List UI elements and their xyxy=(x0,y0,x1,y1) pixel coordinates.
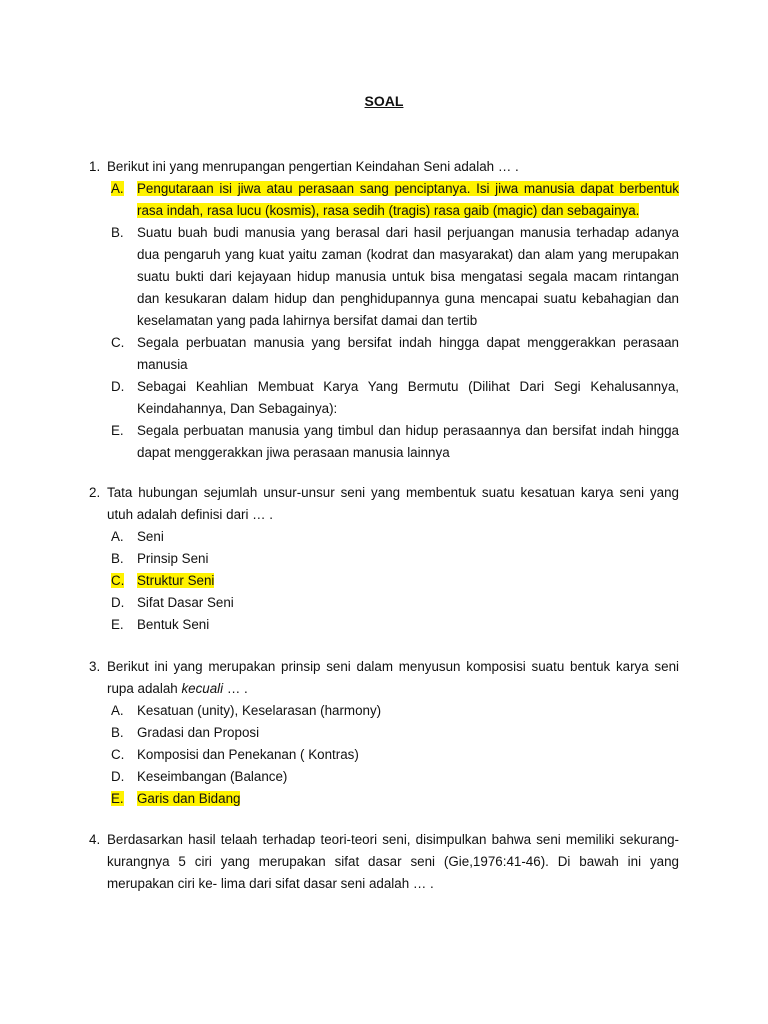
option-letter: D. xyxy=(111,379,125,394)
option-text: Prinsip Seni xyxy=(137,551,209,566)
question-stem-italic: kecuali xyxy=(181,681,224,696)
option-c xyxy=(89,744,679,766)
option-a-answer xyxy=(89,178,679,222)
option-letter: C. xyxy=(111,335,125,350)
option-a xyxy=(89,700,679,722)
question-number: 4. xyxy=(89,832,101,847)
option-e xyxy=(89,614,679,636)
option-c xyxy=(89,332,679,376)
option-letter: A. xyxy=(111,529,124,544)
question-4 xyxy=(89,829,679,895)
option-text: Komposisi dan Penekanan ( Kontras) xyxy=(137,747,359,762)
option-letter: D. xyxy=(111,595,125,610)
page-title: SOAL xyxy=(364,93,404,109)
option-a xyxy=(89,526,679,548)
option-list xyxy=(89,526,679,636)
option-letter: A. xyxy=(111,703,124,718)
option-e xyxy=(89,420,679,464)
option-letter: C. xyxy=(111,573,125,588)
option-text: Bentuk Seni xyxy=(137,617,210,632)
option-letter: E. xyxy=(111,617,124,632)
option-text: Sifat Dasar Seni xyxy=(137,595,234,610)
option-e-answer xyxy=(89,788,679,810)
question-number: 2. xyxy=(89,485,101,500)
option-text: Seni xyxy=(137,529,164,544)
option-text: Sebagai Keahlian Membuat Karya Yang Bermutu (Dilihat Dari Segi Kehalusannya, Keindahannya, Dan Sebagainya): xyxy=(137,379,679,416)
option-letter: B. xyxy=(111,725,124,740)
question-1 xyxy=(89,156,679,464)
option-b xyxy=(89,548,679,570)
question-2 xyxy=(89,482,679,636)
option-text-highlighted: Struktur Seni xyxy=(137,573,215,588)
option-d xyxy=(89,592,679,614)
option-letter: D. xyxy=(111,769,125,784)
question-stem-suffix: … . xyxy=(223,681,248,696)
option-letter: B. xyxy=(111,225,124,240)
option-text: Keseimbangan (Balance) xyxy=(137,769,288,784)
option-b xyxy=(89,222,679,332)
question-stem: Berikut ini yang menrupangan pengertian Keindahan Seni adalah … . xyxy=(107,159,519,174)
option-c-answer xyxy=(89,570,679,592)
question-stem-prefix: Berikut ini yang merupakan prinsip seni dalam menyusun komposisi suatu bentuk karya seni rupa adalah xyxy=(107,659,679,696)
option-d xyxy=(89,376,679,420)
option-letter: B. xyxy=(111,551,124,566)
option-text-highlighted: Garis dan Bidang xyxy=(137,791,241,806)
option-list xyxy=(89,178,679,464)
option-letter: E. xyxy=(111,423,124,438)
option-text: Segala perbuatan manusia yang timbul dan hidup perasaannya dan bersifat indah hingga dapat menggerakkan jiwa perasaan manusia lainnya xyxy=(137,423,679,460)
option-text: Kesatuan (unity), Keselarasan (harmony) xyxy=(137,703,382,718)
option-letter: C. xyxy=(111,747,125,762)
question-3 xyxy=(89,656,679,810)
question-stem: Berdasarkan hasil telaah terhadap teori-teori seni, disimpulkan bahwa seni memiliki sekurang-kurangnya 5 ciri yang merupakan sifat dasar seni (Gie,1976:41-46). Di bawah ini yang merupakan ciri ke- lima dari sifat dasar seni adalah … . xyxy=(107,832,679,891)
option-letter: A. xyxy=(111,181,124,196)
option-letter: E. xyxy=(111,791,124,806)
option-text: Gradasi dan Proposi xyxy=(137,725,260,740)
question-stem xyxy=(107,656,679,700)
question-number: 3. xyxy=(89,659,101,674)
option-text-highlighted: Pengutaraan isi jiwa atau perasaan sang penciptanya. Isi jiwa manusia dapat berbentuk rasa indah, rasa lucu (kosmis), rasa sedih (tragis) rasa gaib (magic) dan sebagainya. xyxy=(137,181,679,218)
option-list xyxy=(89,700,679,810)
option-text: Segala perbuatan manusia yang bersifat indah hingga dapat menggerakkan perasaan manusia xyxy=(137,335,679,372)
option-text: Suatu buah budi manusia yang berasal dari hasil perjuangan manusia terhadap adanya dua pengaruh yang kuat yaitu zaman (kodrat dan masyarakat) dan alam yang merupakan suatu bukti dari kejayaan hidup manusia untuk bisa mengatasi segala macam rintangan dan kesukaran dalam hidup dan penghidupannya guna mencapai suatu kebahagian dan keselamatan yang pada lahirnya bersifat damai dan tertib xyxy=(137,225,679,328)
option-d xyxy=(89,766,679,788)
question-number: 1. xyxy=(89,159,101,174)
option-b xyxy=(89,722,679,744)
question-stem: Tata hubungan sejumlah unsur-unsur seni yang membentuk suatu kesatuan karya seni yang utuh adalah definisi dari … . xyxy=(107,485,679,522)
